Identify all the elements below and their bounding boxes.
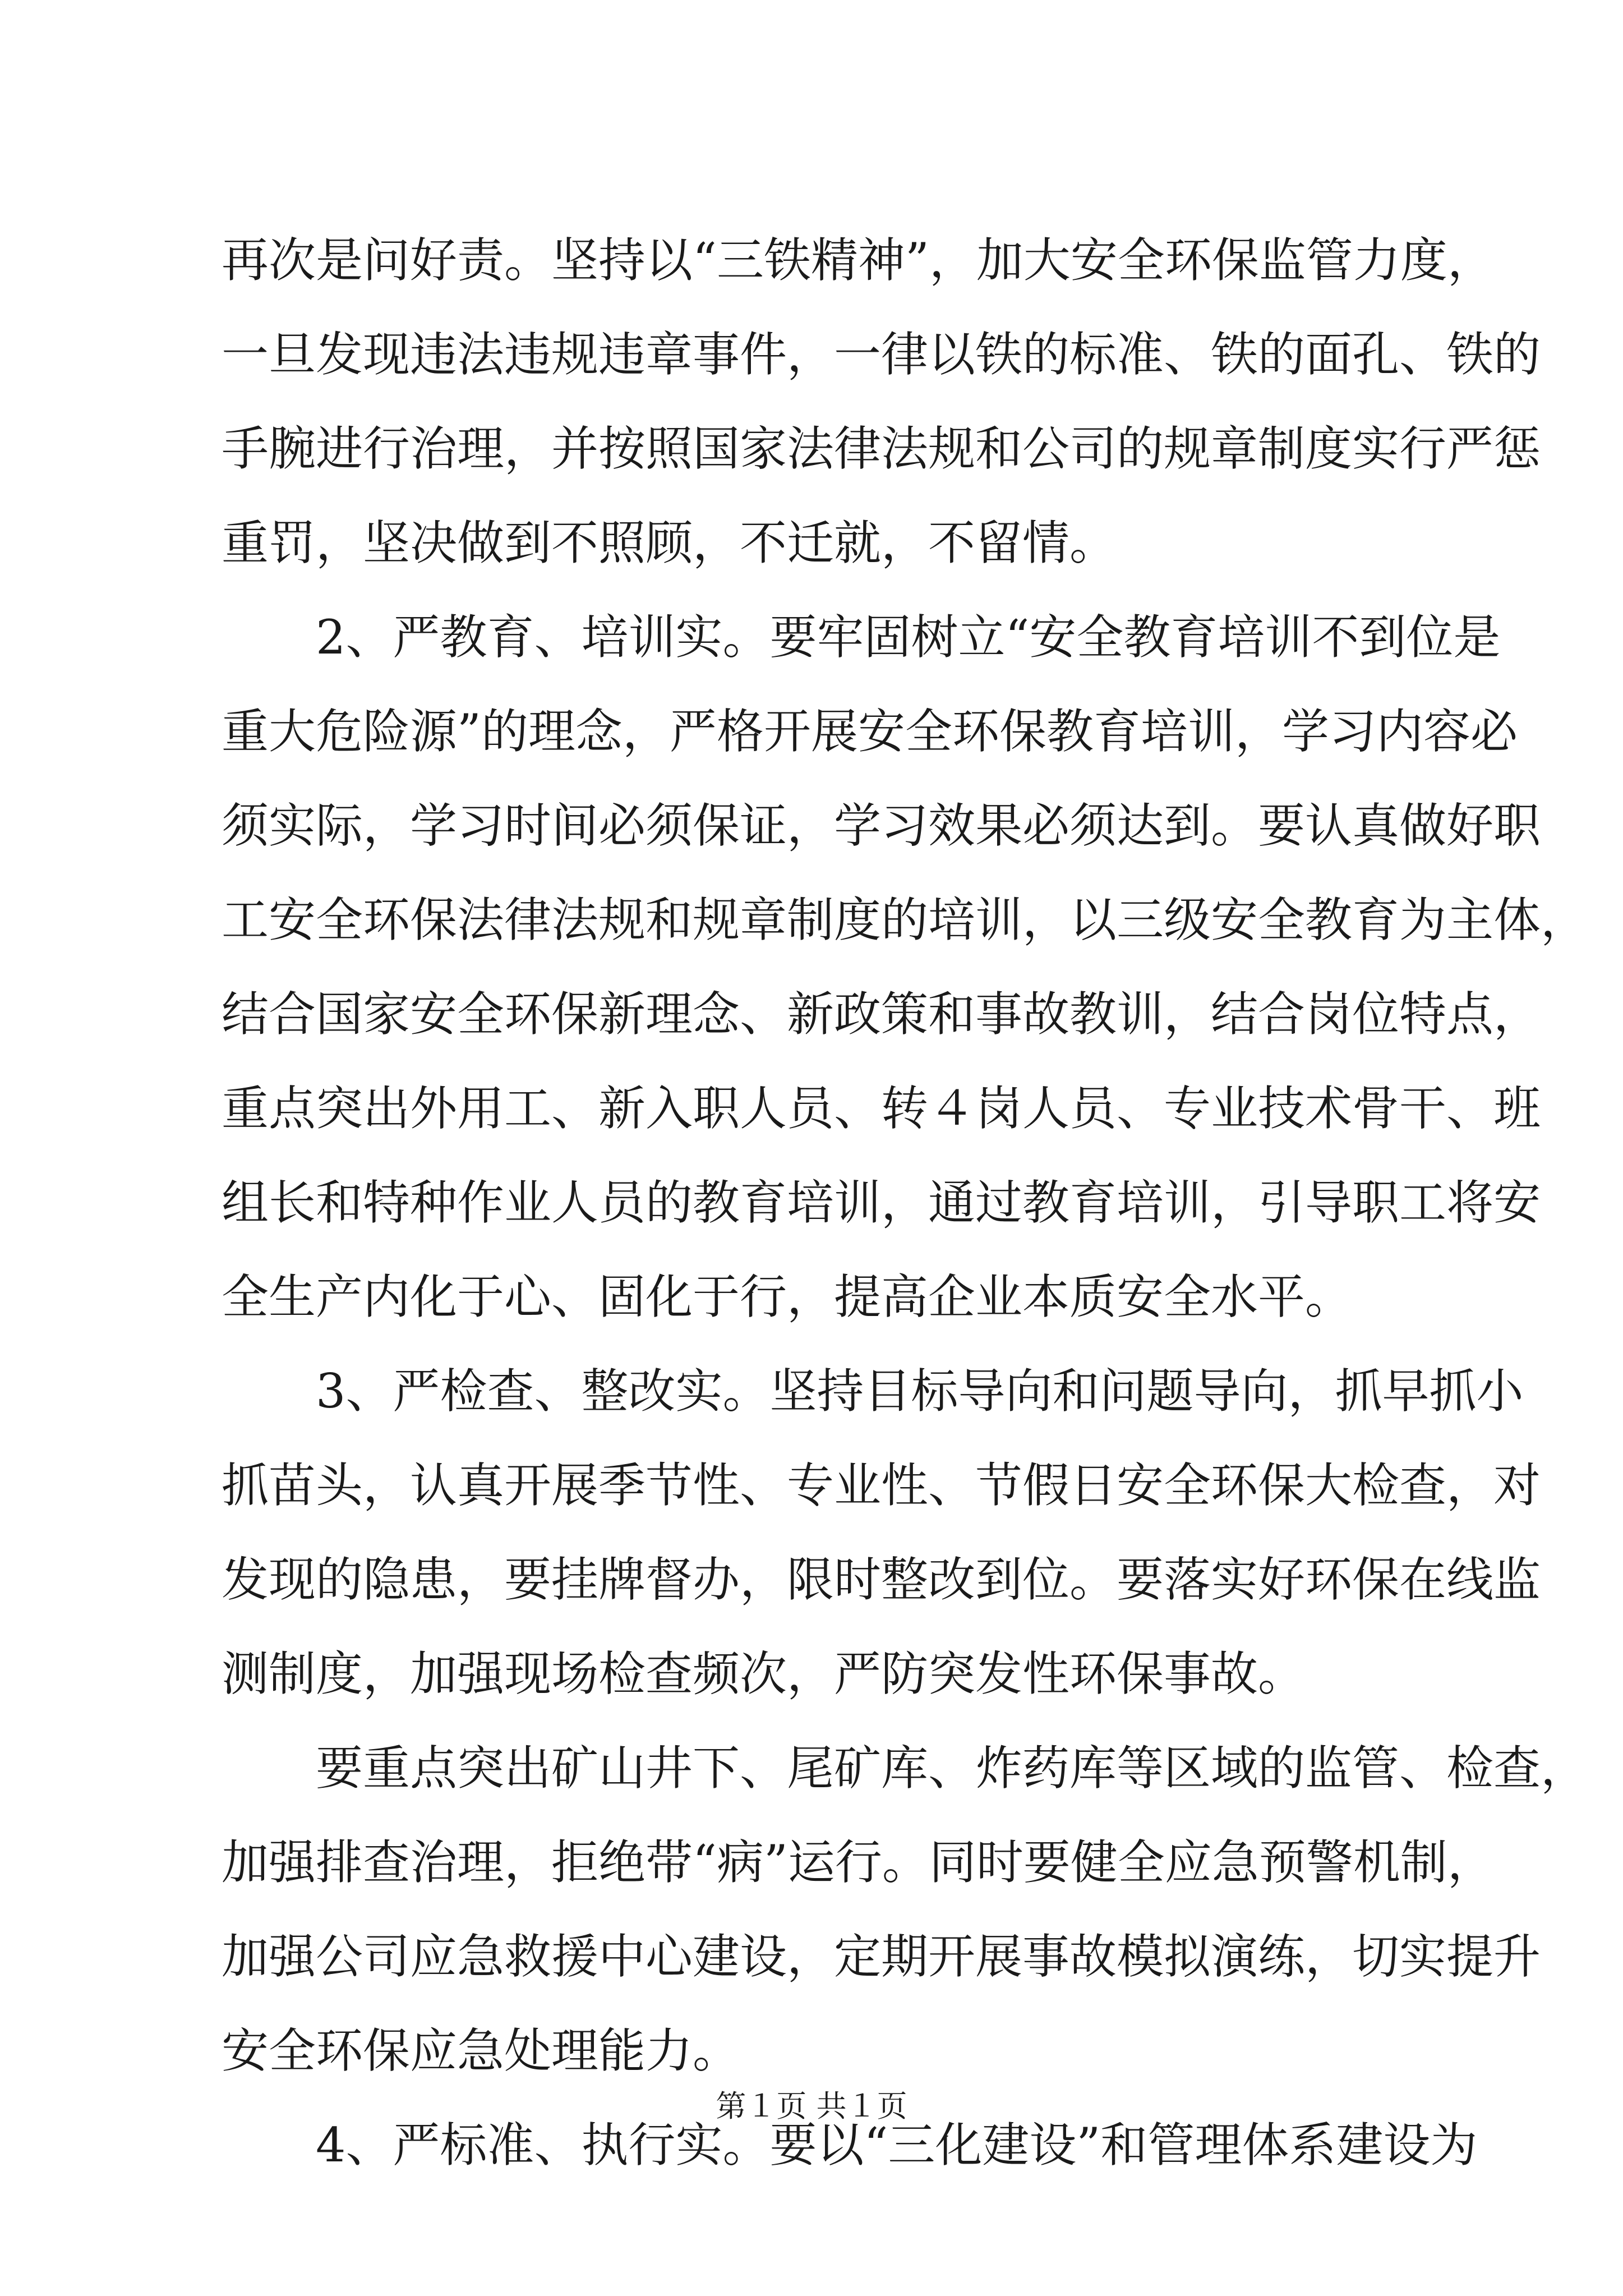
text-line: 再次是问好责。坚持以“三铁精神”，加大安全环保监管力度，: [222, 233, 1495, 288]
text-line: 2、严教育、培训实。要牢固树立“安全教育培训不到位是: [222, 610, 1501, 665]
paragraph: [222, 213, 1541, 590]
text-line: 一旦发现违法违规违章事件，一律以铁的标准、铁的面孔、铁的: [222, 327, 1541, 382]
text-line: 重罚，坚决做到不照顾，不迁就，不留情。: [222, 516, 1117, 570]
paragraph: [222, 590, 1588, 1344]
text-line: 3、严检查、整改实。坚持目标导向和问题导向，抓早抓小: [222, 1364, 1524, 1419]
text-line: 测制度，加强现场检查频次，严防突发性环保事故。: [222, 1646, 1306, 1701]
text-line: 4、严标准、执行实。要以“三化建设”和管理体系建设为: [222, 2118, 1478, 2173]
text-line: 抓苗头，认真开展季节性、专业性、节假日安全环保大检查，对: [222, 1458, 1541, 1513]
paragraph: [222, 1721, 1588, 2098]
text-line: 结合国家安全环保新理念、新政策和事故教训，结合岗位特点，: [222, 987, 1541, 1042]
text-line: 安全环保应急处理能力。: [222, 2023, 740, 2078]
text-line: 加强排查治理，拒绝带“病”运行。同时要健全应急预警机制，: [222, 1835, 1495, 1890]
document-body: [222, 213, 1588, 2192]
text-line: 工安全环保法律法规和规章制度的培训，以三级安全教育为主体，: [222, 892, 1588, 947]
text-line: 要重点突出矿山井下、尾矿库、炸药库等区域的监管、检查，: [222, 1741, 1588, 1796]
text-line: 发现的隐患，要挂牌督办，限时整改到位。要落实好环保在线监: [222, 1552, 1541, 1607]
page-footer: 第１页 共１页: [716, 2088, 907, 2124]
text-line: 全生产内化于心、固化于行，提高企业本质安全水平。: [222, 1269, 1353, 1324]
text-line: 重大危险源”的理念，严格开展安全环保教育培训，学习内容必: [222, 704, 1518, 759]
paragraph: [222, 1344, 1541, 1721]
text-line: 须实际，学习时间必须保证，学习效果必须达到。要认真做好职: [222, 798, 1541, 853]
text-line: 重点突出外用工、新入职人员、转４岗人员、专业技术骨干、班: [222, 1081, 1541, 1136]
text-line: 加强公司应急救援中心建设，定期开展事故模拟演练，切实提升: [222, 1929, 1541, 1984]
text-line: 手腕进行治理，并按照国家法律法规和公司的规章制度实行严惩: [222, 421, 1541, 476]
text-line: 组长和特种作业人员的教育培训，通过教育培训，引导职工将安: [222, 1175, 1541, 1230]
